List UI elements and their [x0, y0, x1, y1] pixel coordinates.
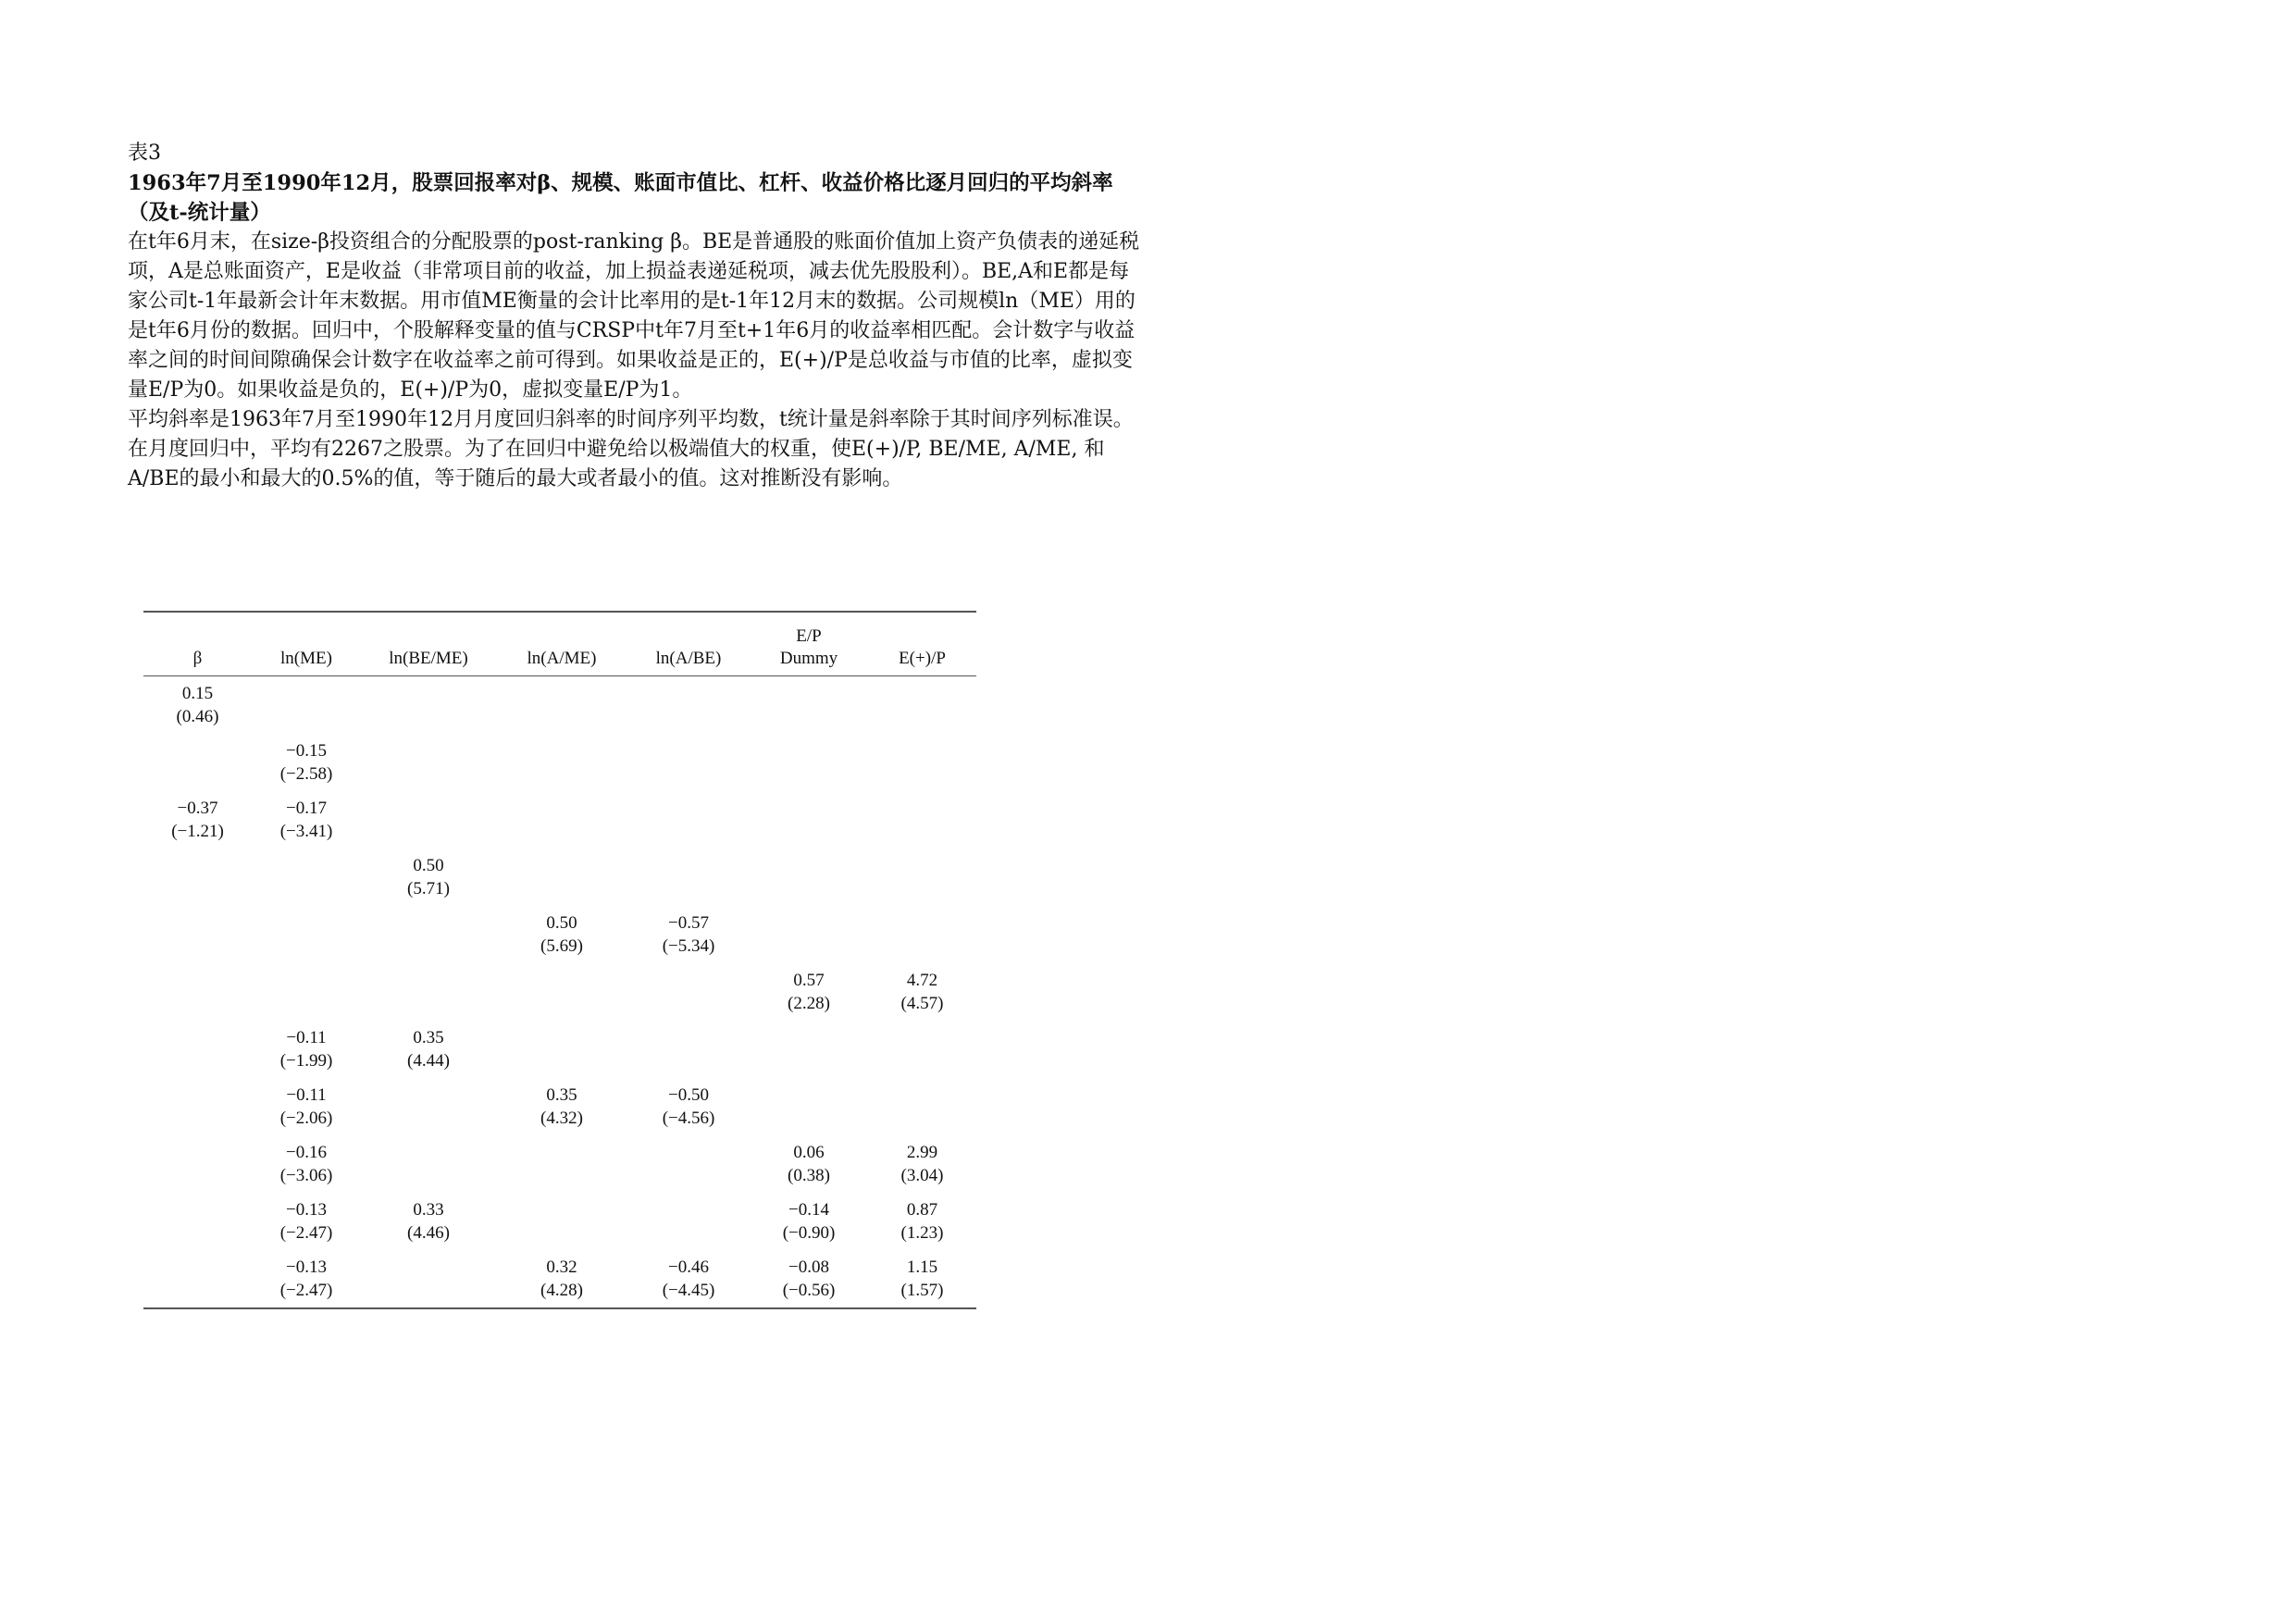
description-paragraph: 在月度回归中，平均有2267之股票。为了在回归中避免给以极端值大的权重，使E(+)/P, BE/ME, A/ME, 和A/BE的最小和最大的0.5%的值，等于随后的最大或者最小的值。这对推断没有影响。 [128, 438, 1105, 490]
table-cell [252, 1193, 361, 1250]
description-paragraph: 在t年6月末，在size-β投资组合的分配股票的post-ranking β。BE是普通股的账面价值加上资产负债表的递延税项，A是总账面资产，E是收益（非常项目前的收益，加上损益表递延税项，减去优先股股利）。BE,A和E都是每家公司t-1年最新会计年末数据。用市值ME衡量的会计比率用的是t-1年12月末的数据。公司规模ln（ME）用的是t年6月份的数据。回归中，个股解释变量的值与CRSP中t年7月至t+1年6月的收益率相匹配。会计数字与收益率之间的时间间隙确保会计数字在收益率之前可得到。如果收益是正的，E(+)/P是总收益与市值的比率，虚拟变量E/P为0。如果收益是负的，E(+)/P为0，虚拟变量E/P为1。 [128, 230, 1140, 402]
t-statistic-value: (0.46) [176, 707, 219, 726]
table-cell [143, 791, 252, 849]
coefficient-value: −0.08 [788, 1258, 829, 1277]
table-cell [252, 1250, 361, 1308]
table-cell [143, 1135, 252, 1193]
table-cell [496, 849, 627, 906]
coefficient-value: 0.50 [546, 913, 577, 933]
table-cell [868, 1135, 976, 1193]
table-row [143, 1078, 976, 1135]
table-cell [143, 1078, 252, 1135]
table-cell [627, 963, 750, 1021]
table-cell [361, 1135, 496, 1193]
t-statistic-value: (5.69) [540, 936, 583, 956]
t-statistic-value: (−4.56) [662, 1109, 715, 1128]
coefficient-value: −0.37 [177, 799, 218, 818]
table-cell [627, 1135, 750, 1193]
regression-table-wrapper [143, 611, 976, 1309]
coefficient-value: −0.11 [286, 1085, 327, 1105]
column-header-text: ln(BE/ME) [389, 649, 468, 668]
table-row [143, 1193, 976, 1250]
table-cell [496, 791, 627, 849]
t-statistic-value: (4.44) [407, 1051, 450, 1071]
coefficient-value: 0.15 [181, 684, 214, 703]
t-statistic-value: (−1.99) [279, 1051, 333, 1071]
coefficient-value: −0.50 [668, 1085, 709, 1105]
coefficient-value: 0.87 [906, 1200, 938, 1220]
table-cell [252, 963, 361, 1021]
t-statistic-value: (4.57) [900, 994, 944, 1013]
table-cell [750, 906, 868, 963]
table-cell [143, 963, 252, 1021]
table-cell [361, 734, 496, 791]
table-cell [143, 676, 252, 735]
table-cell [496, 1250, 627, 1308]
table-cell [627, 906, 750, 963]
table-cell [143, 849, 252, 906]
table-cell [627, 1021, 750, 1078]
table-cell [361, 676, 496, 735]
table-cell [627, 734, 750, 791]
table-cell [750, 1021, 868, 1078]
table-cell [868, 1193, 976, 1250]
table-cell [750, 1078, 868, 1135]
table-cell [361, 1078, 496, 1135]
t-statistic-value: (−0.90) [782, 1223, 836, 1243]
t-statistic-value: (−5.34) [662, 936, 715, 956]
column-header-text: ln(ME) [280, 649, 332, 668]
table-cell [627, 849, 750, 906]
t-statistic-value: (−4.45) [662, 1281, 715, 1300]
table-cell [143, 734, 252, 791]
table-cell [627, 1250, 750, 1308]
coefficient-value: 0.06 [793, 1143, 825, 1162]
table-cell [496, 1078, 627, 1135]
column-header-text: ln(A/BE) [655, 649, 722, 668]
table-cell [252, 791, 361, 849]
t-statistic-value: (−2.06) [279, 1109, 333, 1128]
table-cell [496, 1193, 627, 1250]
table-cell [143, 1021, 252, 1078]
coefficient-value: −0.16 [286, 1143, 327, 1162]
document-body [128, 139, 1141, 494]
t-statistic-value: (4.32) [540, 1109, 583, 1128]
table-cell [496, 906, 627, 963]
table-cell [750, 963, 868, 1021]
column-header-text: E/P [796, 626, 822, 646]
table-cell [750, 849, 868, 906]
coefficient-value: 4.72 [906, 971, 938, 990]
table-row [143, 676, 976, 735]
table-cell [361, 1021, 496, 1078]
table-cell [252, 676, 361, 735]
t-statistic-value: (−3.41) [279, 822, 333, 841]
table-title: 1963年7月至1990年12月，股票回报率对β、规模、账面市值比、杠杆、收益价格比逐月回归的平均斜率（及t-统计量） [128, 171, 1113, 225]
table-cell [361, 906, 496, 963]
t-statistic-value: (1.23) [900, 1223, 944, 1243]
table-row [143, 734, 976, 791]
table-cell [750, 676, 868, 735]
regression-table [143, 611, 976, 1309]
table-row [143, 849, 976, 906]
table-cell [496, 1135, 627, 1193]
table-cell [361, 1193, 496, 1250]
table-cell [361, 849, 496, 906]
table-cell [496, 676, 627, 735]
table-cell [750, 1135, 868, 1193]
table-cell [868, 963, 976, 1021]
t-statistic-value: (−2.47) [279, 1281, 333, 1300]
coefficient-value: 0.50 [413, 856, 444, 875]
table-cell [868, 906, 976, 963]
coefficient-value: −0.11 [286, 1028, 327, 1047]
table-cell [361, 1250, 496, 1308]
table-cell [143, 1193, 252, 1250]
table-row [143, 1135, 976, 1193]
column-header [627, 612, 750, 676]
table-cell [361, 791, 496, 849]
coefficient-value: −0.14 [788, 1200, 829, 1220]
column-header [750, 612, 868, 676]
table-cell [496, 963, 627, 1021]
table-label: 表3 [128, 142, 161, 165]
table-cell [868, 1250, 976, 1308]
coefficient-value: −0.57 [668, 913, 709, 933]
table-cell [252, 1021, 361, 1078]
table-header-row [143, 612, 976, 676]
table-cell [868, 676, 976, 735]
coefficient-value: 0.35 [546, 1085, 577, 1105]
table-cell [750, 734, 868, 791]
t-statistic-value: (2.28) [788, 994, 830, 1013]
table-cell [627, 1078, 750, 1135]
table-cell [750, 791, 868, 849]
table-cell [252, 734, 361, 791]
table-cell [252, 906, 361, 963]
t-statistic-value: (−3.06) [279, 1166, 333, 1185]
table-cell [868, 734, 976, 791]
table-cell [868, 1078, 976, 1135]
table-row [143, 963, 976, 1021]
coefficient-value: −0.13 [286, 1258, 327, 1277]
table-row [143, 791, 976, 849]
coefficient-value: 0.57 [793, 971, 825, 990]
coefficient-value: 2.99 [906, 1143, 938, 1162]
table-cell [252, 1135, 361, 1193]
table-cell [496, 734, 627, 791]
table-cell [627, 676, 750, 735]
table-cell [143, 906, 252, 963]
table-row [143, 1021, 976, 1078]
coefficient-value: 0.32 [546, 1258, 577, 1277]
coefficient-value: 0.33 [413, 1200, 444, 1220]
coefficient-value: −0.15 [286, 741, 327, 761]
column-header-text: Dummy [779, 649, 838, 668]
table-row [143, 1250, 976, 1308]
column-header [496, 612, 627, 676]
coefficient-value: −0.17 [286, 799, 327, 818]
table-cell [252, 849, 361, 906]
table-body [143, 676, 976, 1309]
t-statistic-value: (−2.58) [279, 764, 333, 784]
table-cell [750, 1250, 868, 1308]
table-row [143, 906, 976, 963]
table-cell [868, 1021, 976, 1078]
table-cell [143, 1250, 252, 1308]
t-statistic-value: (3.04) [900, 1166, 944, 1185]
coefficient-value: 1.15 [906, 1258, 938, 1277]
table-cell [868, 849, 976, 906]
t-statistic-value: (1.57) [900, 1281, 944, 1300]
description-paragraph: 平均斜率是1963年7月至1990年12月月度回归斜率的时间序列平均数，t统计量是斜率除于其时间序列标准误。 [128, 408, 1134, 431]
column-header [143, 612, 252, 676]
column-header-text: E(+)/P [899, 649, 946, 668]
coefficient-value: −0.46 [668, 1258, 709, 1277]
table-cell [252, 1078, 361, 1135]
column-header [361, 612, 496, 676]
column-header [868, 612, 976, 676]
table-cell [496, 1021, 627, 1078]
t-statistic-value: (0.38) [788, 1166, 830, 1185]
t-statistic-value: (−0.56) [782, 1281, 836, 1300]
table-cell [868, 791, 976, 849]
t-statistic-value: (5.71) [407, 879, 450, 898]
t-statistic-value: (−2.47) [279, 1223, 333, 1243]
column-header [252, 612, 361, 676]
table-cell [361, 963, 496, 1021]
coefficient-value: −0.13 [286, 1200, 327, 1220]
table-cell [627, 1193, 750, 1250]
t-statistic-value: (−1.21) [171, 822, 224, 841]
column-header-text: β [192, 649, 203, 668]
column-header-text: ln(A/ME) [527, 649, 597, 668]
table-cell [627, 791, 750, 849]
t-statistic-value: (4.28) [540, 1281, 583, 1300]
coefficient-value: 0.35 [413, 1028, 444, 1047]
t-statistic-value: (4.46) [407, 1223, 450, 1243]
table-cell [750, 1193, 868, 1250]
